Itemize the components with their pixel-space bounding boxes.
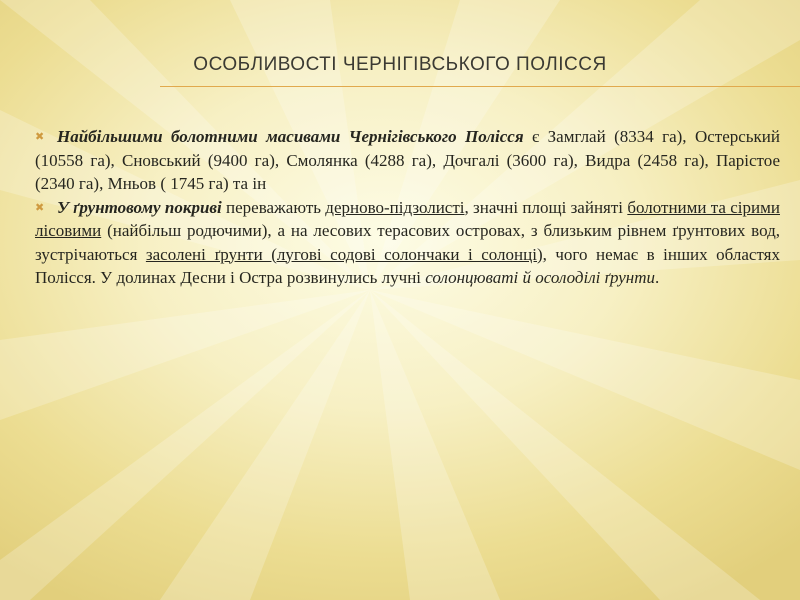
soil-term-bog-grey-forest: болотними та сірими лісовими bbox=[35, 197, 780, 240]
bullet-soils-text: , значні площі зайняті bbox=[464, 197, 628, 217]
bullet-soils-text: (найбільш родючими), а на лесових терасових островах, з близьким рівнем ґрунтових вод, зустрічаються bbox=[35, 221, 780, 264]
bullet-soils-lead: У ґрунтовому покриві bbox=[57, 197, 222, 217]
bullet-soils-text: . bbox=[654, 268, 660, 287]
title-divider bbox=[160, 86, 800, 87]
soil-term-sod-podzolic: дерново-підзолисті bbox=[325, 197, 465, 217]
bullet-soils bbox=[35, 196, 780, 290]
page-title: ОСОБЛИВОСТІ ЧЕРНІГІВСЬКОГО ПОЛІССЯ bbox=[193, 54, 607, 75]
bullet-soils-text: переважають bbox=[221, 197, 326, 217]
bullet-soils-text: , чого немає в інших областях Полісся. У долинах Десни і Остра розвинулись лучні bbox=[35, 244, 780, 287]
x-mark-icon: ✖ bbox=[35, 200, 45, 214]
bullet-bogs-text: є Замглай (8334 га), Остерський (10558 га), Сновський (9400 га), Смолянка (4288 га), Дочгалі (3600 га), Видра (2458 га), Парістое (2340 га), Мньов ( 1745 га) та ін bbox=[35, 127, 780, 193]
soil-term-solonetz: солонцюваті й осолоділі ґрунти bbox=[425, 268, 655, 287]
bullet-bogs-lead: Найбільшими болотними масивами Чернігівського Полісся bbox=[57, 127, 524, 146]
x-mark-icon: ✖ bbox=[35, 130, 45, 143]
slide-content bbox=[35, 125, 780, 290]
soil-term-saline: засолені ґрунти (лугові содові солончаки і солонці) bbox=[145, 244, 543, 264]
bullet-bogs bbox=[35, 125, 780, 196]
